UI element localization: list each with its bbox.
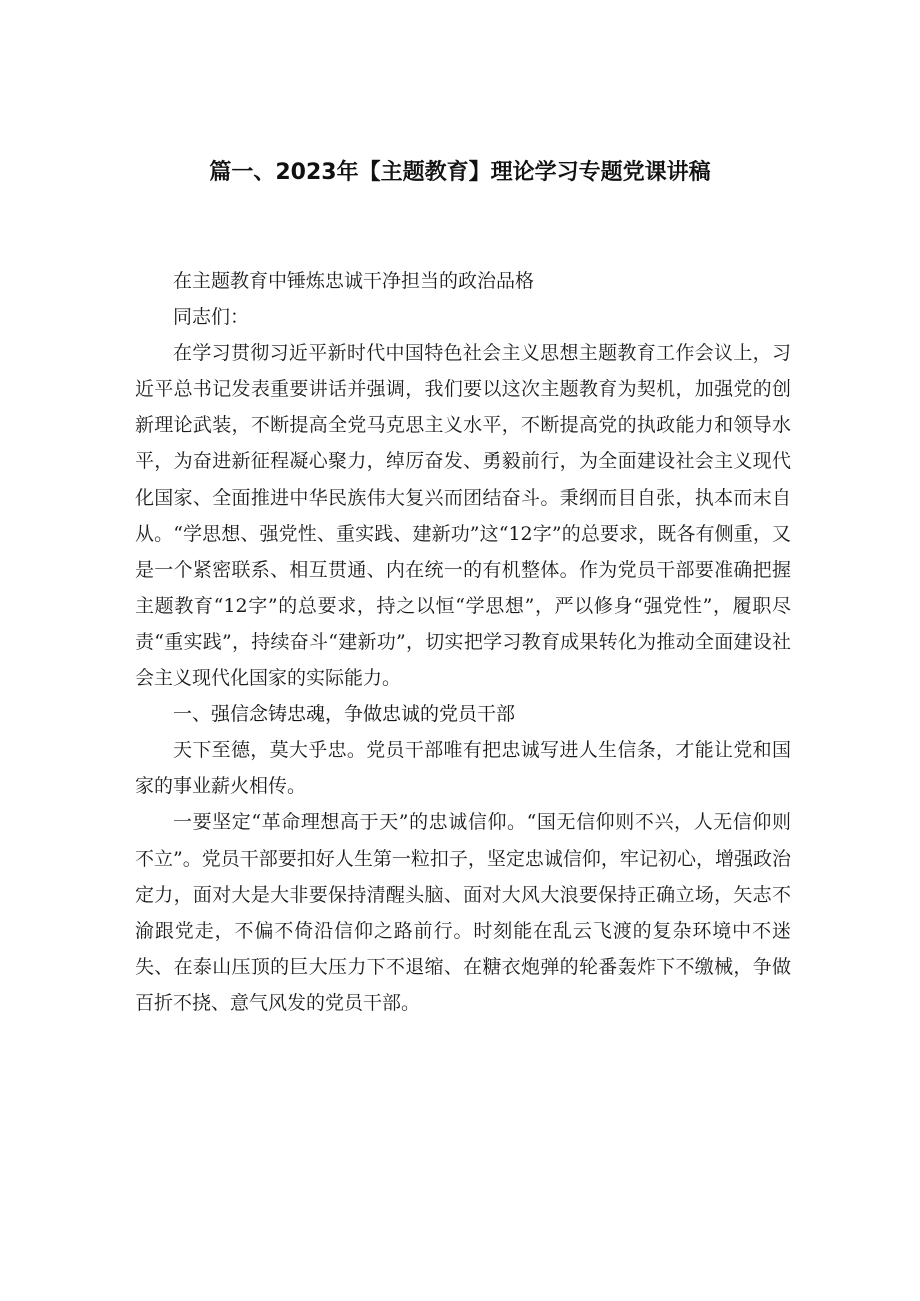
subtitle-paragraph: 在主题教育中锤炼忠诚干净担当的政治品格 <box>173 270 535 292</box>
document-title: 篇一、2023年【主题教育】理论学习专题党课讲稿 <box>209 160 711 185</box>
body-paragraph: 天下至德，莫大乎忠。党员干部唯有把忠诚写进人生信条，才能让党和国家的事业薪火相传。 <box>135 739 791 798</box>
section-heading: 一、强信念铸忠魂，争做忠诚的党员干部 <box>173 703 516 726</box>
salutation-paragraph: 同志们： <box>173 306 250 329</box>
body-paragraph: 一要坚定“革命理想高于天”的忠诚信仰。“国无信仰则不兴，人无信仰则不立”。党员干部要扣好人生第一粒扣子，坚定忠诚信仰，牢记初心，增强政治定力，面对大是大非要保持清醒头脑、面对大风大浪要保持正确立场，矢志不渝跟党走，不偏不倚沿信仰之路前行。时刻能在乱云飞渡的复杂环境中不迷失、在泰山压顶的巨大压力下不退缩、在糖衣炮弹的轮番轰炸下不缴械，争做百折不挠、意气风发的党员干部。 <box>135 811 791 1014</box>
intro-paragraph: 在学习贯彻习近平新时代中国特色社会主义思想主题教育工作会议上，习近平总书记发表重要讲话并强调，我们要以这次主题教育为契机，加强党的创新理论武装，不断提高全党马克思主义水平，不断提高党的执政能力和领导水平，为奋进新征程凝心聚力，绰厉奋发、勇毅前行，为全面建设社会主义现代化国家、全面推进中华民族伟大复兴而团结奋斗。秉纲而目自张，执本而末自从。“学思想、强党性、重实践、建新功”这“12字”的总要求，既各有侧重，又是一个紧密联系、相互贯通、内在统一的有机整体。作为党员干部要准确把握主题教育“12字”的总要求，持之以恒“学思想”，严以修身“强党性”，履职尽责“重实践”，持续奋斗“建新功”，切实把学习教育成果转化为推动全面建设社会主义现代化国家的实际能力。 <box>135 342 791 690</box>
document-body <box>135 263 791 1021</box>
